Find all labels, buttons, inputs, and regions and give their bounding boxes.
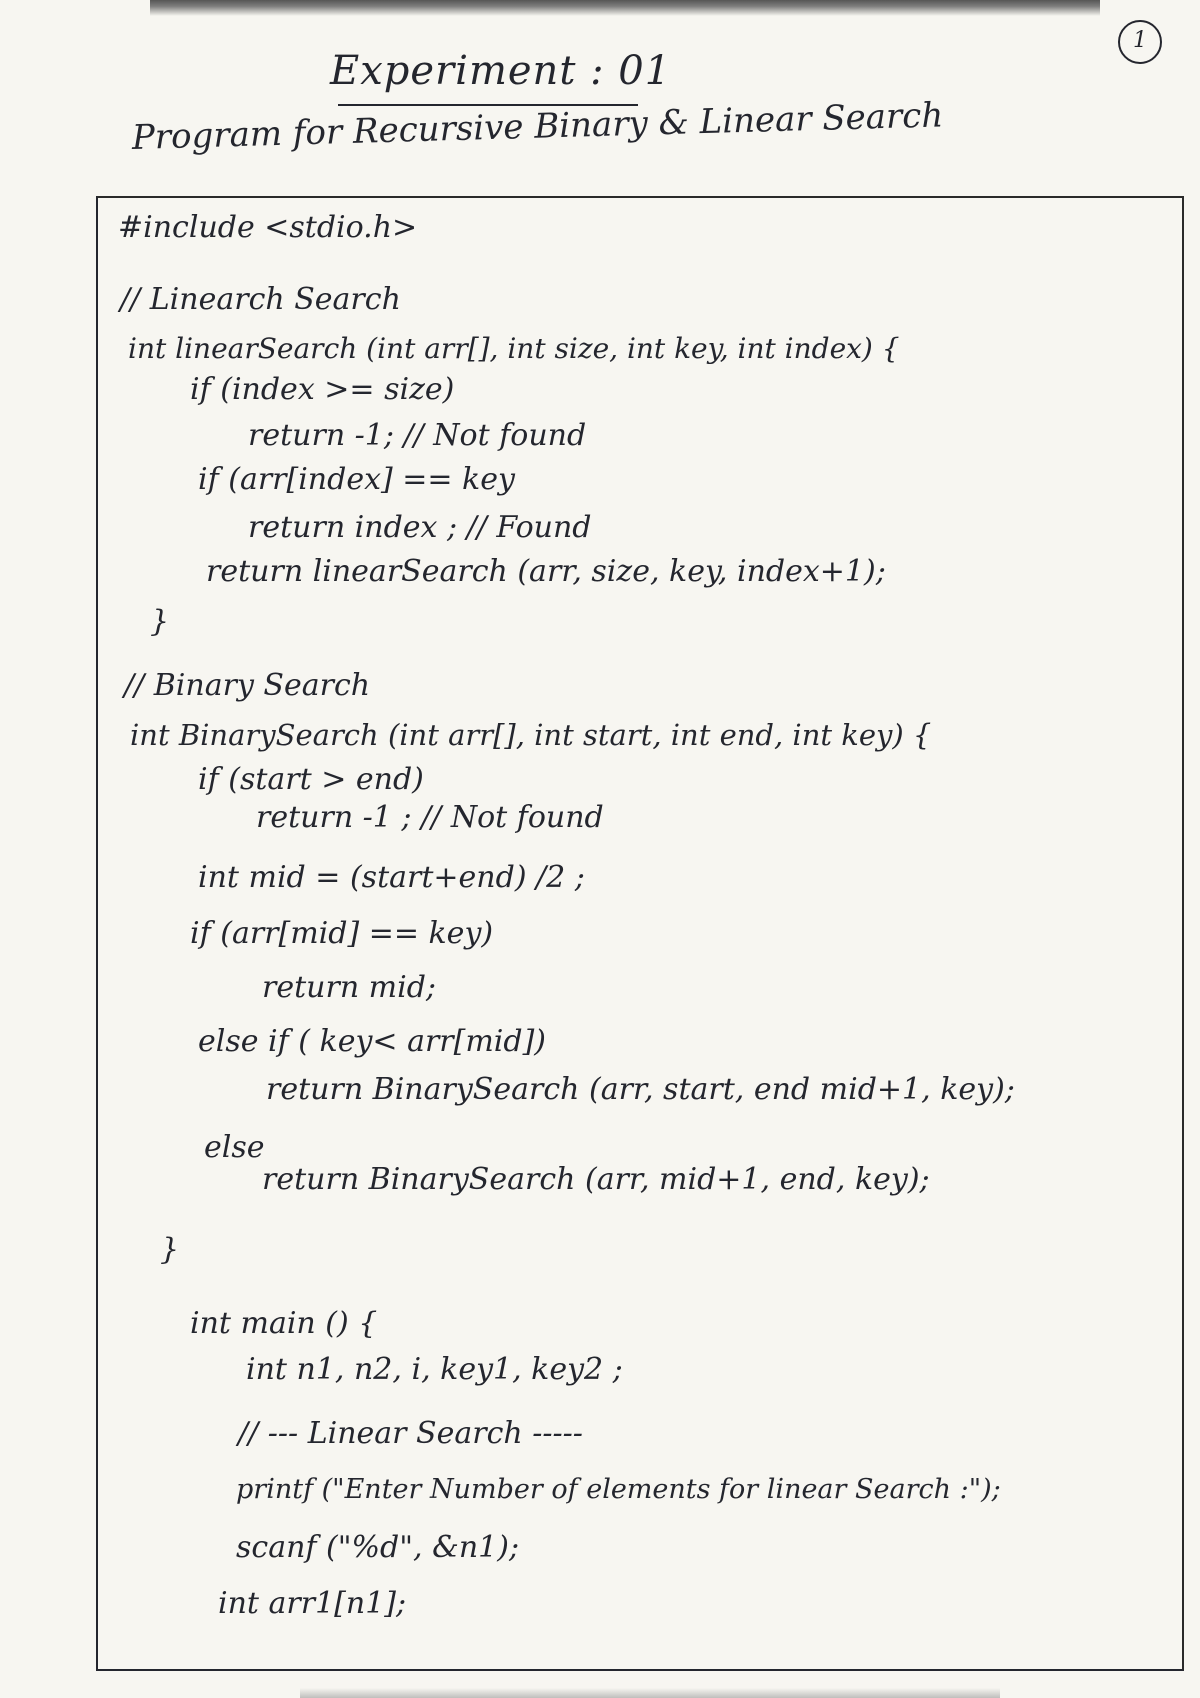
page-number: 1 — [1118, 20, 1162, 64]
code-line-binary-return-left: return BinarySearch (arr, start, end mid+1, key); — [266, 1072, 1015, 1107]
code-line-binary-signature: int BinarySearch (int arr[], int start, int end, int key) { — [130, 718, 932, 752]
code-line-linear-signature: int linearSearch (int arr[], int size, int key, int index) { — [128, 332, 900, 365]
code-line-main-linear-comment: // --- Linear Search ----- — [238, 1416, 583, 1451]
code-line-main-printf: printf ("Enter Number of elements for linear Search :"); — [236, 1474, 1001, 1505]
code-line-main-signature: int main () { — [190, 1306, 378, 1341]
program-title: Program for Recursive Binary & Linear Search — [131, 95, 944, 158]
code-line-main-scanf: scanf ("%d", &n1); — [236, 1530, 520, 1565]
code-line-linear-if-index: if (index >= size) — [190, 372, 455, 407]
code-line-linear-if-key: if (arr[index] == key — [198, 462, 515, 497]
experiment-heading: Experiment : 01 — [330, 48, 672, 94]
code-line-binary-mid: int mid = (start+end) /2 ; — [198, 860, 585, 895]
code-line-binary-if-equal: if (arr[mid] == key) — [190, 916, 494, 951]
code-line-include: #include <stdio.h> — [118, 210, 418, 245]
code-line-binary-return-right: return BinarySearch (arr, mid+1, end, key); — [262, 1162, 930, 1197]
code-line-linear-comment: // Linearch Search — [120, 282, 401, 317]
code-line-binary-return-not-found: return -1 ; // Not found — [256, 800, 604, 835]
code-line-linear-recursive-return: return linearSearch (arr, size, key, index+1); — [206, 554, 886, 589]
code-line-binary-comment: // Binary Search — [124, 668, 371, 703]
code-line-main-array: int arr1[n1]; — [218, 1586, 407, 1621]
code-line-linear-return-not-found: return -1; // Not found — [248, 418, 587, 453]
code-line-binary-if-start: if (start > end) — [198, 762, 424, 797]
code-line-binary-else-if: else if ( key< arr[mid]) — [198, 1024, 546, 1059]
code-line-binary-else: else — [204, 1130, 265, 1165]
code-line-binary-close-brace: } — [160, 1232, 180, 1267]
code-line-main-declarations: int n1, n2, i, key1, key2 ; — [246, 1352, 623, 1387]
code-line-linear-close-brace: } — [150, 604, 170, 639]
scan-edge-shadow — [150, 0, 1100, 16]
code-line-linear-return-index: return index ; // Found — [248, 510, 592, 545]
code-line-binary-return-mid: return mid; — [262, 970, 437, 1005]
scan-bottom-shadow — [300, 1688, 1000, 1698]
